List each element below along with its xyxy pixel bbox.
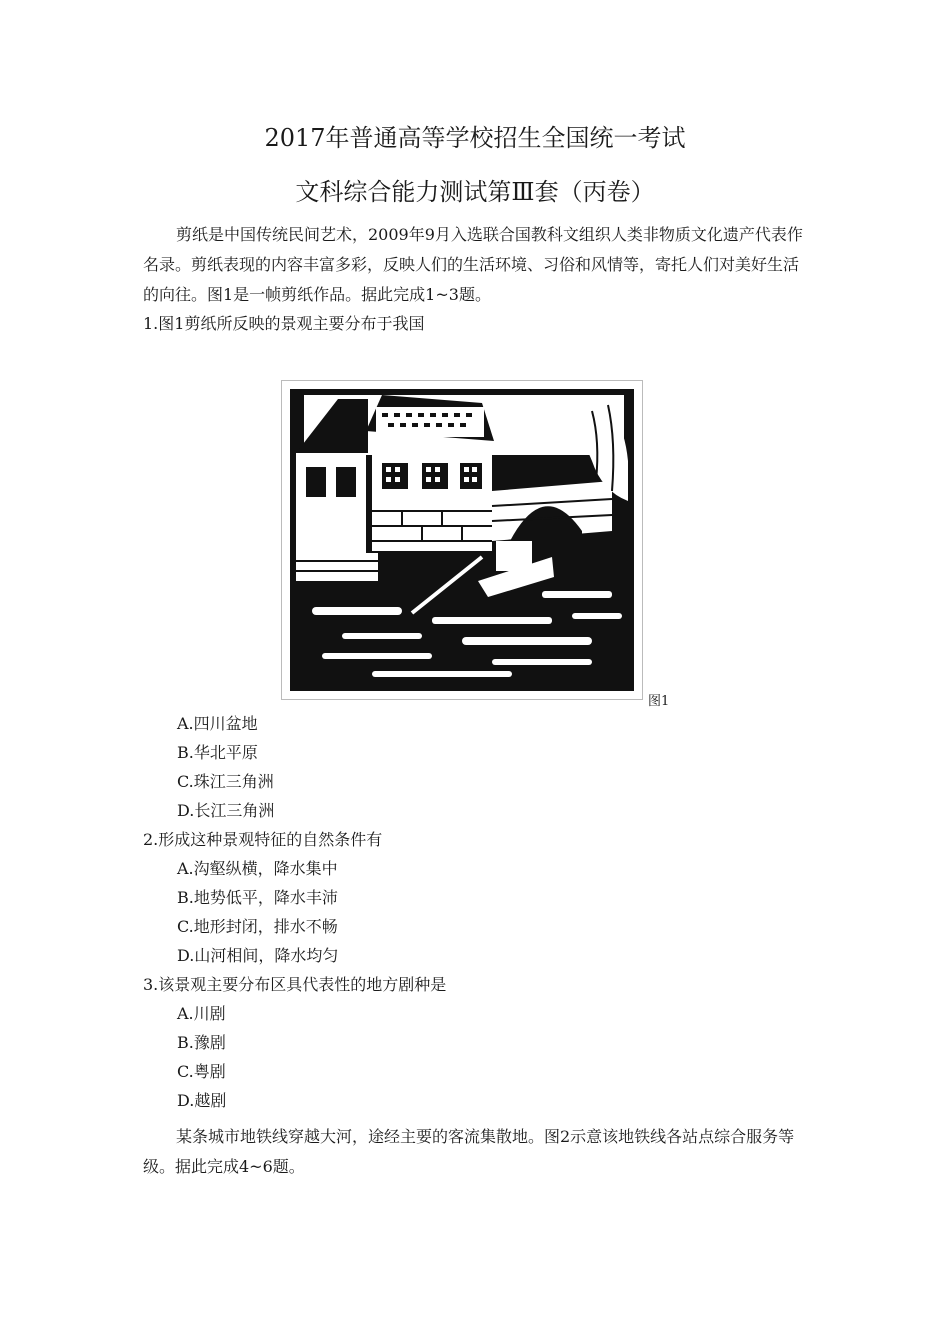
question-3-stem: 3.该景观主要分布区具代表性的地方剧种是 <box>143 975 447 994</box>
intro-paragraph-1: 剪纸是中国传统民间艺术，2009年9月入选联合国教科文组织人类非物质文化遗产代表作名录。剪纸表现的内容丰富多彩，反映人们的生活环境、习俗和风情等，寄托人们对美好生活的向往。图1是一帧剪纸作品。据此完成1~3题。 <box>143 225 803 304</box>
question-1-option-b: B.华北平原 <box>177 743 258 762</box>
question-1-stem: 1.图1剪纸所反映的景观主要分布于我国 <box>143 314 425 333</box>
question-3-option-d: D.越剧 <box>177 1091 227 1110</box>
question-3-option-b: B.豫剧 <box>177 1033 226 1052</box>
figure-caption: 图1 <box>648 694 670 709</box>
question-3-option-a: A.川剧 <box>177 1004 226 1023</box>
question-2-option-a: A.沟壑纵横，降水集中 <box>177 859 338 878</box>
question-1-option-c: C.珠江三角洲 <box>177 772 274 791</box>
question-2-stem: 2.形成这种景观特征的自然条件有 <box>143 830 383 849</box>
question-2-option-c: C.地形封闭，排水不畅 <box>177 917 338 936</box>
paper-cut-image <box>282 381 642 699</box>
question-1-option-a: A.四川盆地 <box>177 714 258 733</box>
exam-title: 2017年普通高等学校招生全国统一考试 <box>264 124 686 152</box>
question-3-option-c: C.粤剧 <box>177 1062 226 1081</box>
exam-subtitle: 文科综合能力测试第Ⅲ套（丙卷） <box>295 178 655 206</box>
intro-paragraph-2: 某条城市地铁线穿越大河，途经主要的客流集散地。图2示意该地铁线各站点综合服务等级。据此完成4~6题。 <box>143 1127 795 1176</box>
question-2-option-d: D.山河相间，降水均匀 <box>177 946 339 965</box>
paper-cut-figure <box>281 380 643 700</box>
question-1-option-d: D.长江三角洲 <box>177 801 275 820</box>
question-2-option-b: B.地势低平，降水丰沛 <box>177 888 338 907</box>
